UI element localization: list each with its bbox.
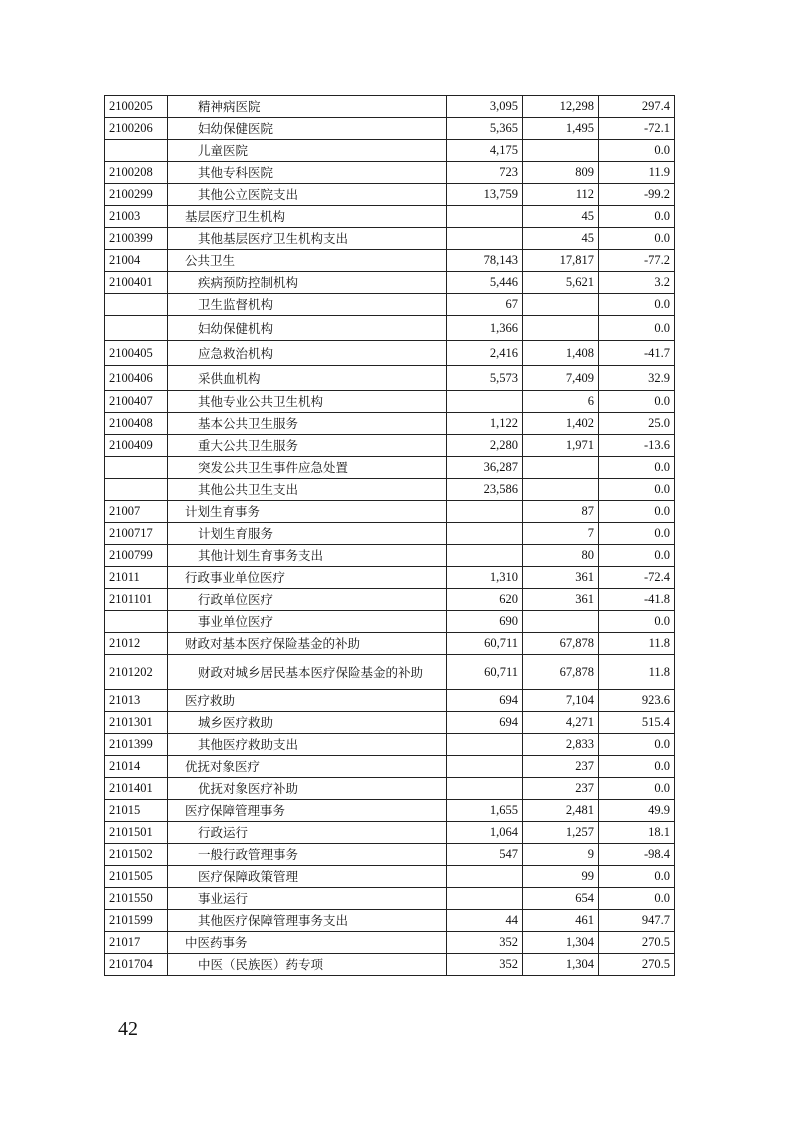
row-name: 计划生育服务 bbox=[168, 523, 447, 545]
table-row bbox=[105, 954, 675, 976]
row-change-percent: 18.1 bbox=[599, 822, 675, 844]
row-name: 妇幼保健医院 bbox=[168, 118, 447, 140]
row-name: 事业运行 bbox=[168, 888, 447, 910]
table-row bbox=[105, 690, 675, 712]
row-code: 21013 bbox=[105, 690, 168, 712]
row-prev-amount bbox=[447, 523, 523, 545]
row-change-percent: 0.0 bbox=[599, 391, 675, 413]
row-curr-amount: 45 bbox=[523, 206, 599, 228]
row-code: 21017 bbox=[105, 932, 168, 954]
page-number: 42 bbox=[118, 1018, 138, 1040]
row-curr-amount: 361 bbox=[523, 589, 599, 611]
row-name: 医疗救助 bbox=[168, 690, 447, 712]
row-prev-amount: 36,287 bbox=[447, 457, 523, 479]
row-change-percent: -72.4 bbox=[599, 567, 675, 589]
row-name: 财政对城乡居民基本医疗保险基金的补助 bbox=[168, 655, 447, 690]
row-prev-amount bbox=[447, 228, 523, 250]
row-change-percent: 0.0 bbox=[599, 457, 675, 479]
table-row bbox=[105, 822, 675, 844]
row-name: 公共卫生 bbox=[168, 250, 447, 272]
row-curr-amount bbox=[523, 479, 599, 501]
row-curr-amount: 1,257 bbox=[523, 822, 599, 844]
row-prev-amount: 4,175 bbox=[447, 140, 523, 162]
row-code: 21004 bbox=[105, 250, 168, 272]
table-row bbox=[105, 457, 675, 479]
row-prev-amount: 5,446 bbox=[447, 272, 523, 294]
row-curr-amount: 9 bbox=[523, 844, 599, 866]
table-row bbox=[105, 96, 675, 118]
row-code: 21014 bbox=[105, 756, 168, 778]
row-name: 行政单位医疗 bbox=[168, 589, 447, 611]
row-code: 21007 bbox=[105, 501, 168, 523]
row-code: 2101505 bbox=[105, 866, 168, 888]
row-name: 其他公立医院支出 bbox=[168, 184, 447, 206]
row-curr-amount: 17,817 bbox=[523, 250, 599, 272]
table-row bbox=[105, 611, 675, 633]
row-change-percent: 0.0 bbox=[599, 523, 675, 545]
row-change-percent: 3.2 bbox=[599, 272, 675, 294]
table-row bbox=[105, 844, 675, 866]
row-curr-amount: 7,409 bbox=[523, 366, 599, 391]
row-change-percent: -99.2 bbox=[599, 184, 675, 206]
table-row bbox=[105, 567, 675, 589]
row-name: 其他公共卫生支出 bbox=[168, 479, 447, 501]
row-change-percent: -72.1 bbox=[599, 118, 675, 140]
row-prev-amount bbox=[447, 206, 523, 228]
table-row bbox=[105, 756, 675, 778]
row-name: 行政运行 bbox=[168, 822, 447, 844]
table-row bbox=[105, 228, 675, 250]
row-curr-amount: 6 bbox=[523, 391, 599, 413]
row-code: 21015 bbox=[105, 800, 168, 822]
row-name: 基层医疗卫生机构 bbox=[168, 206, 447, 228]
row-prev-amount: 1,655 bbox=[447, 800, 523, 822]
row-prev-amount bbox=[447, 501, 523, 523]
row-name: 疾病预防控制机构 bbox=[168, 272, 447, 294]
table-row bbox=[105, 932, 675, 954]
table-row bbox=[105, 712, 675, 734]
row-change-percent: 32.9 bbox=[599, 366, 675, 391]
row-name: 突发公共卫生事件应急处置 bbox=[168, 457, 447, 479]
row-change-percent: 0.0 bbox=[599, 140, 675, 162]
row-code: 2101399 bbox=[105, 734, 168, 756]
table-row bbox=[105, 435, 675, 457]
row-prev-amount: 1,366 bbox=[447, 316, 523, 341]
row-code: 2100409 bbox=[105, 435, 168, 457]
row-curr-amount: 99 bbox=[523, 866, 599, 888]
table-row bbox=[105, 866, 675, 888]
row-name: 精神病医院 bbox=[168, 96, 447, 118]
row-change-percent: 11.8 bbox=[599, 633, 675, 655]
row-curr-amount bbox=[523, 294, 599, 316]
row-prev-amount bbox=[447, 778, 523, 800]
row-curr-amount bbox=[523, 611, 599, 633]
row-prev-amount: 1,122 bbox=[447, 413, 523, 435]
row-change-percent: -77.2 bbox=[599, 250, 675, 272]
row-prev-amount: 694 bbox=[447, 712, 523, 734]
table-row bbox=[105, 479, 675, 501]
row-prev-amount: 60,711 bbox=[447, 633, 523, 655]
table-row bbox=[105, 910, 675, 932]
row-change-percent: 270.5 bbox=[599, 954, 675, 976]
row-code: 2100407 bbox=[105, 391, 168, 413]
row-name: 中医药事务 bbox=[168, 932, 447, 954]
row-curr-amount: 809 bbox=[523, 162, 599, 184]
row-curr-amount: 1,304 bbox=[523, 954, 599, 976]
row-code: 2100406 bbox=[105, 366, 168, 391]
row-code: 21003 bbox=[105, 206, 168, 228]
row-change-percent: 49.9 bbox=[599, 800, 675, 822]
row-code: 2101550 bbox=[105, 888, 168, 910]
row-curr-amount: 361 bbox=[523, 567, 599, 589]
row-code: 2100799 bbox=[105, 545, 168, 567]
row-name: 财政对基本医疗保险基金的补助 bbox=[168, 633, 447, 655]
row-name: 采供血机构 bbox=[168, 366, 447, 391]
table-row bbox=[105, 206, 675, 228]
row-change-percent: 515.4 bbox=[599, 712, 675, 734]
row-change-percent: 0.0 bbox=[599, 294, 675, 316]
row-change-percent: 0.0 bbox=[599, 888, 675, 910]
row-change-percent: 25.0 bbox=[599, 413, 675, 435]
row-prev-amount: 67 bbox=[447, 294, 523, 316]
row-prev-amount bbox=[447, 734, 523, 756]
table-row bbox=[105, 184, 675, 206]
row-change-percent: -13.6 bbox=[599, 435, 675, 457]
row-code: 2101704 bbox=[105, 954, 168, 976]
table-row bbox=[105, 294, 675, 316]
row-name: 城乡医疗救助 bbox=[168, 712, 447, 734]
row-curr-amount: 237 bbox=[523, 756, 599, 778]
table-row bbox=[105, 272, 675, 294]
row-name: 卫生监督机构 bbox=[168, 294, 447, 316]
row-code: 2101101 bbox=[105, 589, 168, 611]
row-prev-amount: 5,573 bbox=[447, 366, 523, 391]
row-curr-amount: 1,408 bbox=[523, 341, 599, 366]
row-change-percent: 0.0 bbox=[599, 734, 675, 756]
row-prev-amount: 13,759 bbox=[447, 184, 523, 206]
row-code bbox=[105, 316, 168, 341]
row-name: 妇幼保健机构 bbox=[168, 316, 447, 341]
row-change-percent: 270.5 bbox=[599, 932, 675, 954]
row-code bbox=[105, 611, 168, 633]
row-name: 事业单位医疗 bbox=[168, 611, 447, 633]
row-prev-amount: 1,310 bbox=[447, 567, 523, 589]
row-prev-amount: 23,586 bbox=[447, 479, 523, 501]
row-name: 重大公共卫生服务 bbox=[168, 435, 447, 457]
row-code: 2100206 bbox=[105, 118, 168, 140]
row-change-percent: -41.8 bbox=[599, 589, 675, 611]
row-code bbox=[105, 294, 168, 316]
row-curr-amount: 7,104 bbox=[523, 690, 599, 712]
row-prev-amount bbox=[447, 888, 523, 910]
table-row bbox=[105, 545, 675, 567]
table-row bbox=[105, 140, 675, 162]
row-prev-amount: 547 bbox=[447, 844, 523, 866]
row-prev-amount: 3,095 bbox=[447, 96, 523, 118]
table-row bbox=[105, 589, 675, 611]
row-prev-amount: 60,711 bbox=[447, 655, 523, 690]
row-change-percent: 0.0 bbox=[599, 501, 675, 523]
row-curr-amount: 237 bbox=[523, 778, 599, 800]
budget-table bbox=[104, 95, 675, 976]
row-curr-amount: 1,495 bbox=[523, 118, 599, 140]
row-name: 其他医疗保障管理事务支出 bbox=[168, 910, 447, 932]
row-curr-amount: 112 bbox=[523, 184, 599, 206]
row-code: 21011 bbox=[105, 567, 168, 589]
row-change-percent: 0.0 bbox=[599, 866, 675, 888]
row-prev-amount: 2,280 bbox=[447, 435, 523, 457]
row-change-percent: 11.9 bbox=[599, 162, 675, 184]
row-name: 应急救治机构 bbox=[168, 341, 447, 366]
row-name: 儿童医院 bbox=[168, 140, 447, 162]
row-code: 2100717 bbox=[105, 523, 168, 545]
row-curr-amount: 1,402 bbox=[523, 413, 599, 435]
row-code: 2100208 bbox=[105, 162, 168, 184]
row-code: 2101301 bbox=[105, 712, 168, 734]
row-code: 2101502 bbox=[105, 844, 168, 866]
row-curr-amount: 87 bbox=[523, 501, 599, 523]
row-prev-amount bbox=[447, 756, 523, 778]
row-prev-amount: 723 bbox=[447, 162, 523, 184]
row-code: 2101599 bbox=[105, 910, 168, 932]
row-name: 行政事业单位医疗 bbox=[168, 567, 447, 589]
row-change-percent: 297.4 bbox=[599, 96, 675, 118]
row-curr-amount: 461 bbox=[523, 910, 599, 932]
table-row bbox=[105, 118, 675, 140]
table-row bbox=[105, 523, 675, 545]
table-row bbox=[105, 366, 675, 391]
row-name: 其他基层医疗卫生机构支出 bbox=[168, 228, 447, 250]
row-code: 2101202 bbox=[105, 655, 168, 690]
row-curr-amount bbox=[523, 457, 599, 479]
row-change-percent: -41.7 bbox=[599, 341, 675, 366]
row-change-percent: 0.0 bbox=[599, 778, 675, 800]
row-name: 医疗保障管理事务 bbox=[168, 800, 447, 822]
row-prev-amount: 352 bbox=[447, 954, 523, 976]
row-curr-amount bbox=[523, 140, 599, 162]
row-code: 2100205 bbox=[105, 96, 168, 118]
row-change-percent: -98.4 bbox=[599, 844, 675, 866]
row-change-percent: 923.6 bbox=[599, 690, 675, 712]
row-curr-amount: 654 bbox=[523, 888, 599, 910]
table-row bbox=[105, 162, 675, 184]
row-curr-amount: 2,481 bbox=[523, 800, 599, 822]
row-prev-amount bbox=[447, 391, 523, 413]
row-name: 其他计划生育事务支出 bbox=[168, 545, 447, 567]
table-row bbox=[105, 316, 675, 341]
table-row bbox=[105, 800, 675, 822]
row-code: 2100299 bbox=[105, 184, 168, 206]
row-name: 基本公共卫生服务 bbox=[168, 413, 447, 435]
row-change-percent: 0.0 bbox=[599, 756, 675, 778]
row-change-percent: 11.8 bbox=[599, 655, 675, 690]
table-row bbox=[105, 341, 675, 366]
row-name: 医疗保障政策管理 bbox=[168, 866, 447, 888]
row-prev-amount: 78,143 bbox=[447, 250, 523, 272]
row-code: 21012 bbox=[105, 633, 168, 655]
row-prev-amount: 694 bbox=[447, 690, 523, 712]
row-curr-amount: 2,833 bbox=[523, 734, 599, 756]
table-row bbox=[105, 888, 675, 910]
row-change-percent: 0.0 bbox=[599, 228, 675, 250]
row-curr-amount: 1,304 bbox=[523, 932, 599, 954]
row-change-percent: 0.0 bbox=[599, 316, 675, 341]
row-change-percent: 0.0 bbox=[599, 206, 675, 228]
table-row bbox=[105, 734, 675, 756]
table-row bbox=[105, 501, 675, 523]
table-body bbox=[105, 96, 675, 976]
row-code: 2100405 bbox=[105, 341, 168, 366]
row-curr-amount: 67,878 bbox=[523, 655, 599, 690]
row-code bbox=[105, 140, 168, 162]
row-code: 2101401 bbox=[105, 778, 168, 800]
row-curr-amount: 5,621 bbox=[523, 272, 599, 294]
table-row bbox=[105, 391, 675, 413]
table-row bbox=[105, 778, 675, 800]
row-change-percent: 947.7 bbox=[599, 910, 675, 932]
row-prev-amount bbox=[447, 866, 523, 888]
row-curr-amount: 45 bbox=[523, 228, 599, 250]
row-name: 中医（民族医）药专项 bbox=[168, 954, 447, 976]
row-name: 计划生育事务 bbox=[168, 501, 447, 523]
row-code bbox=[105, 457, 168, 479]
row-name: 其他专科医院 bbox=[168, 162, 447, 184]
row-change-percent: 0.0 bbox=[599, 479, 675, 501]
row-prev-amount: 44 bbox=[447, 910, 523, 932]
row-prev-amount bbox=[447, 545, 523, 567]
row-name: 其他专业公共卫生机构 bbox=[168, 391, 447, 413]
table-row bbox=[105, 250, 675, 272]
row-curr-amount: 12,298 bbox=[523, 96, 599, 118]
table-row bbox=[105, 655, 675, 690]
row-prev-amount: 620 bbox=[447, 589, 523, 611]
table-row bbox=[105, 413, 675, 435]
row-name: 其他医疗救助支出 bbox=[168, 734, 447, 756]
row-prev-amount: 1,064 bbox=[447, 822, 523, 844]
row-curr-amount bbox=[523, 316, 599, 341]
row-curr-amount: 4,271 bbox=[523, 712, 599, 734]
table-row bbox=[105, 633, 675, 655]
row-change-percent: 0.0 bbox=[599, 545, 675, 567]
row-code: 2101501 bbox=[105, 822, 168, 844]
row-code bbox=[105, 479, 168, 501]
row-curr-amount: 67,878 bbox=[523, 633, 599, 655]
row-name: 一般行政管理事务 bbox=[168, 844, 447, 866]
row-code: 2100401 bbox=[105, 272, 168, 294]
row-change-percent: 0.0 bbox=[599, 611, 675, 633]
row-curr-amount: 7 bbox=[523, 523, 599, 545]
row-code: 2100399 bbox=[105, 228, 168, 250]
row-prev-amount: 5,365 bbox=[447, 118, 523, 140]
row-prev-amount: 690 bbox=[447, 611, 523, 633]
row-curr-amount: 1,971 bbox=[523, 435, 599, 457]
row-code: 2100408 bbox=[105, 413, 168, 435]
row-prev-amount: 2,416 bbox=[447, 341, 523, 366]
row-name: 优抚对象医疗 bbox=[168, 756, 447, 778]
row-curr-amount: 80 bbox=[523, 545, 599, 567]
row-prev-amount: 352 bbox=[447, 932, 523, 954]
row-name: 优抚对象医疗补助 bbox=[168, 778, 447, 800]
